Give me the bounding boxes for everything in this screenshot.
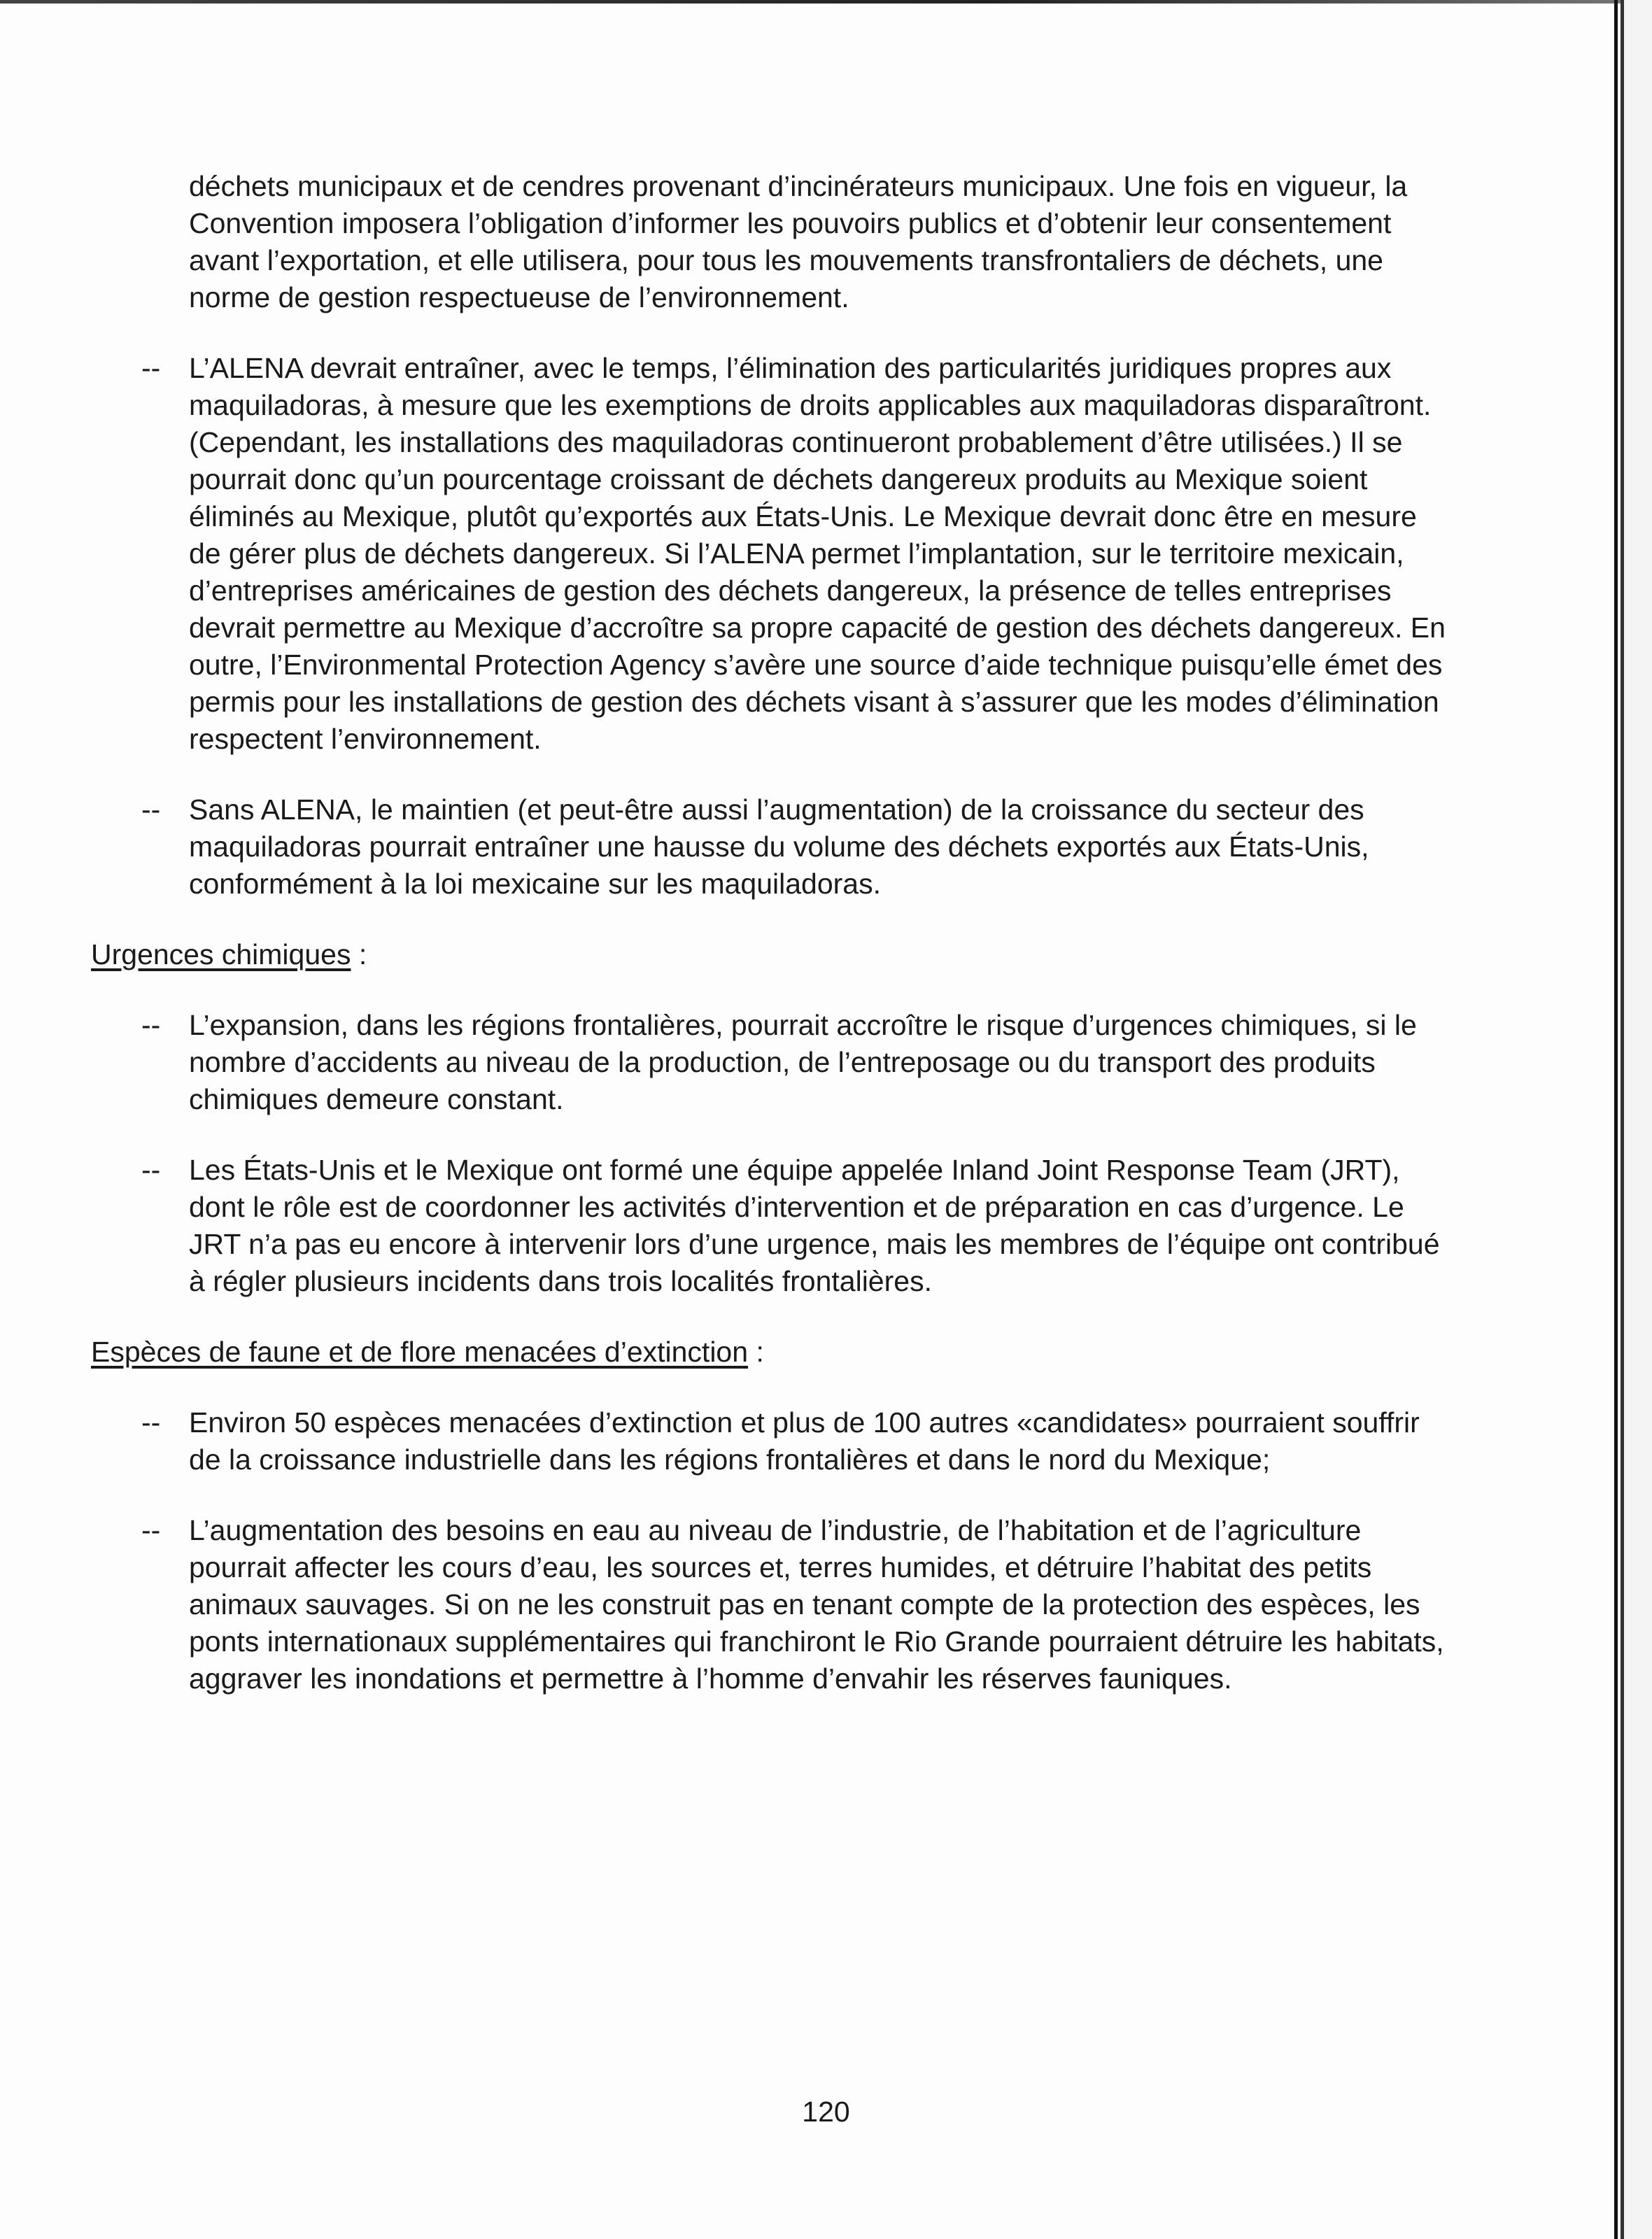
- intro-paragraph: déchets municipaux et de cendres provenant d’incinérateurs municipaux. Une fois en vigueur, la Convention imposera l’obligation d’informer les pouvoirs publics et d’obtenir leur consentement avant l’exportation, et elle utilisera, pour tous les mouvements transfrontaliers de déchets, une norme de gestion respectueuse de l’environnement.: [189, 170, 1408, 313]
- bullet-dash: --: [141, 793, 161, 826]
- bullet-item: [91, 791, 1455, 903]
- section-heading-suffix: :: [351, 938, 367, 970]
- bullet-item: [91, 1152, 1455, 1300]
- bullet-text: L’augmentation des besoins en eau au niveau de l’industrie, de l’habitation et de l’agriculture pourrait affecter les cours d’eau, les sources et, terres humides, et détruire l’habitat des petits animaux sauvages. Si on ne les construit pas en tenant compte de la protection des espèces, les ponts internationaux supplémentaires qui franchiront le Rio Grande pourraient détruire les habitats, aggraver les inondations et permettre à l’homme d’envahir les réserves fauniques.: [189, 1514, 1444, 1695]
- bullet-item: [91, 1007, 1455, 1118]
- bullet-text: L’ALENA devrait entraîner, avec le temps, l’élimination des particularités juridiques propres aux maquiladoras, à mesure que les exemptions de droits applicables aux maquiladoras disparaîtront. (Cependant, les installations des maquiladoras continueront probablement d’être utilisées.) Il se pourrait donc qu’un pourcentage croissant de déchets dangereux produits au Mexique soient éliminés au Mexique, plutôt qu’exportés aux États-Unis. Le Mexique devrait donc être en mesure de gérer plus de déchets dangereux. Si l’ALENA permet l’implantation, sur le territoire mexicain, d’entreprises américaines de gestion des déchets dangereux, la présence de telles entreprises devrait permettre au Mexique d’accroître sa propre capacité de gestion des déchets dangereux. En outre, l’Environmental Protection Agency s’avère une source d’aide technique puisqu’elle émet des permis pour les installations de gestion des déchets visant à s’assurer que les modes d’élimination respectent l’environnement.: [189, 352, 1446, 755]
- section-heading-text: Urgences chimiques: [91, 938, 351, 970]
- scan-binding-edge: [1614, 0, 1624, 2239]
- bullet-text: L’expansion, dans les régions frontalières, pourrait accroître le risque d’urgences chimiques, si le nombre d’accidents au niveau de la production, de l’entreposage ou du transport des produits chimiques demeure constant.: [189, 1009, 1417, 1115]
- bullet-text: Environ 50 espèces menacées d’extinction et plus de 100 autres «candidates» pourraient souffrir de la croissance industrielle dans les régions frontalières et dans le nord du Mexique;: [189, 1406, 1420, 1476]
- section-heading-text: Espèces de faune et de flore menacées d’extinction: [91, 1336, 749, 1368]
- scan-top-rule: [0, 0, 1652, 3]
- bullet-dash: --: [141, 352, 161, 384]
- bullet-dash: --: [141, 1514, 161, 1546]
- section-heading-species: [91, 1334, 1455, 1371]
- page-number: 120: [802, 2096, 850, 2128]
- bullet-item: [91, 1512, 1455, 1697]
- bullet-dash: --: [141, 1406, 161, 1439]
- section-heading-suffix: :: [748, 1336, 764, 1368]
- page-body: [91, 168, 1455, 1731]
- bullet-dash: --: [141, 1154, 161, 1186]
- bullet-dash: --: [141, 1009, 161, 1041]
- bullet-text: Les États-Unis et le Mexique ont formé une équipe appelée Inland Joint Response Team (JRT), dont le rôle est de coordonner les activités d’intervention et de préparation en cas d’urgence. Le JRT n’a pas eu encore à intervenir lors d’une urgence, mais les membres de l’équipe ont contribué à régler plusieurs incidents dans trois localités frontalières.: [189, 1154, 1440, 1297]
- section-heading-chemical: [91, 936, 1455, 973]
- scan-margin-shadow: [1624, 0, 1652, 2239]
- bullet-item: [91, 1404, 1455, 1478]
- bullet-item: [91, 350, 1455, 758]
- bullet-text: Sans ALENA, le maintien (et peut-être aussi l’augmentation) de la croissance du secteur des maquiladoras pourrait entraîner une hausse du volume des déchets exportés aux États-Unis, conformément à la loi mexicaine sur les maquiladoras.: [189, 793, 1369, 900]
